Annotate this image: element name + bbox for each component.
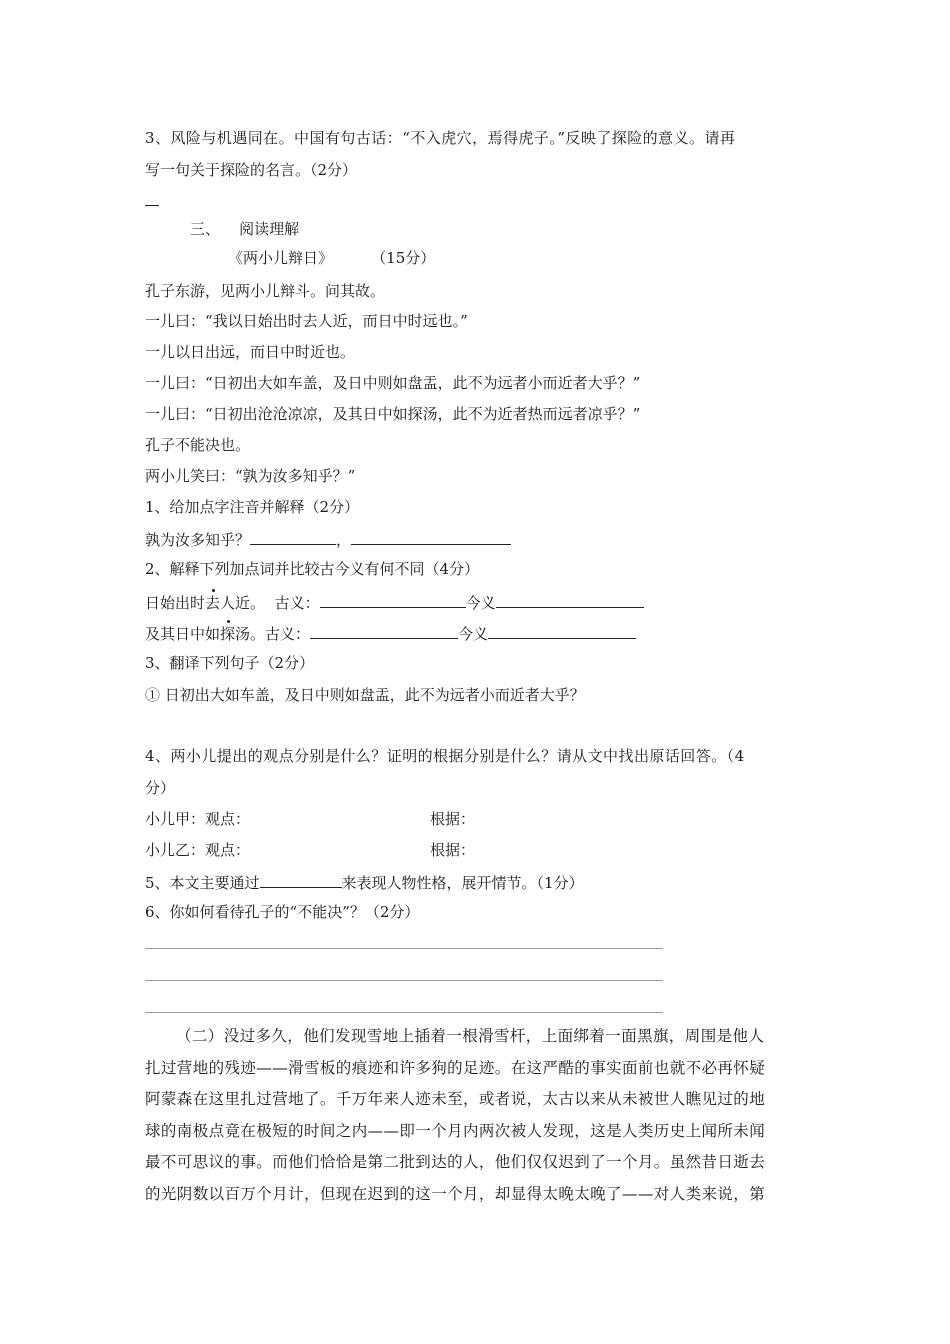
question-4-line-2: 分） bbox=[145, 779, 176, 797]
question-3b-prompt: 3、翻译下列句子（2分） bbox=[145, 654, 315, 672]
child-a-basis-label: 根据： bbox=[430, 810, 476, 828]
paragraph-line: 球的南极点竟在极短的时间之内——即一个月内两次被人发现，这是人类历史上闻所未闻 bbox=[145, 1122, 766, 1140]
paragraph-line: 阿蒙森在这里扎过营地了。千万年来人迹未至，或者说，太古以来从未被世人瞧见过的地 bbox=[145, 1090, 766, 1108]
question-1-prompt: 1、给加点字注音并解释（2分） bbox=[145, 498, 360, 516]
dotted-character: 探 bbox=[220, 625, 236, 643]
passage-line: 两小儿笑曰：“孰为汝多知乎？” bbox=[145, 467, 356, 485]
question-5-post: 来表现人物性格，展开情节。（1分） bbox=[341, 874, 584, 892]
comma: ， bbox=[336, 531, 352, 549]
question-2-item-1 bbox=[145, 591, 644, 613]
item-1-text: 日始出时 bbox=[145, 594, 206, 612]
modern-meaning-label: 今义 bbox=[465, 594, 496, 612]
question-5-pre: 5、本文主要通过 bbox=[145, 874, 260, 892]
question-1-sentence: 孰为汝多知乎？ bbox=[145, 531, 251, 549]
item-2-text: 及其日中如 bbox=[145, 625, 221, 643]
question-1-answer-line bbox=[145, 528, 511, 550]
ancient-meaning-blank[interactable] bbox=[310, 622, 458, 639]
ancient-meaning-blank[interactable] bbox=[320, 591, 466, 608]
answer-rule[interactable] bbox=[145, 948, 663, 949]
child-b-viewpoint-label: 小儿乙：观点： bbox=[145, 841, 251, 859]
answer-rule[interactable] bbox=[145, 1012, 663, 1013]
passage-line: 孔子不能决也。 bbox=[145, 436, 251, 454]
section-title: 三、 阅读理解 bbox=[190, 220, 300, 238]
answer-dash bbox=[145, 205, 159, 206]
dotted-character: 去 bbox=[205, 594, 221, 612]
child-b-basis-label: 根据： bbox=[430, 841, 476, 859]
question-2-prompt: 2、解释下列加点词并比较古今义有何不同（4分） bbox=[145, 560, 480, 578]
passage-line: 一儿以日出远，而日中时近也。 bbox=[145, 343, 356, 361]
child-a-viewpoint-label: 小儿甲：观点： bbox=[145, 810, 251, 828]
answer-rule[interactable] bbox=[145, 980, 663, 981]
paragraph-line: 最不可思议的事。而他们恰恰是第二批到达的人，他们仅仅迟到了一个月。虽然昔日逝去 bbox=[145, 1153, 766, 1171]
question-5-blank[interactable] bbox=[260, 871, 342, 888]
question-4-line-1: 4、两小儿提出的观点分别是什么？证明的根据分别是什么？请从文中找出原话回答。（4 bbox=[145, 747, 745, 765]
question-3b-sentence: ① 日初出大如车盖，及日中则如盘盂，此不为远者小而近者大乎？ bbox=[145, 686, 585, 704]
modern-meaning-blank[interactable] bbox=[488, 622, 636, 639]
paragraph-line: （二）没过多久，他们发现雪地上插着一根滑雪杆，上面绑着一面黑旗，周围是他人 bbox=[176, 1027, 765, 1045]
passage-title: 《两小儿辩日》 （15分） bbox=[228, 249, 436, 267]
pinyin-blank[interactable] bbox=[250, 528, 336, 545]
ancient-meaning-label: 汤。古义： bbox=[235, 625, 311, 643]
passage-line: 一儿曰：“日初出沧沧凉凉，及其日中如探汤，此不为近者热而远者凉乎？” bbox=[145, 405, 641, 423]
passage-line: 孔子东游，见两小儿辩斗。问其故。 bbox=[145, 282, 386, 300]
ancient-meaning-label: 人近。 古义： bbox=[220, 594, 320, 612]
paragraph-line: 的光阴数以百万个月计，但现在迟到的这一个月，却显得太晚太晚了——对人类来说，第 bbox=[145, 1185, 766, 1203]
question-2-item-2 bbox=[145, 622, 636, 644]
question-3-line-1: 3、风险与机遇同在。中国有句古话：“不入虎穴，焉得虎子。”反映了探险的意义。请再 bbox=[145, 129, 736, 147]
passage-line: 一儿曰：“日初出大如车盖，及日中则如盘盂，此不为远者小而近者大乎？” bbox=[145, 374, 641, 392]
question-6-prompt: 6、你如何看待孔子的“不能决”？（2分） bbox=[145, 903, 420, 921]
passage-line: 一儿曰：“我以日始出时去人近，而日中时远也。” bbox=[145, 312, 468, 330]
question-5-line bbox=[145, 871, 584, 893]
modern-meaning-blank[interactable] bbox=[496, 591, 644, 608]
paragraph-line: 扎过营地的残迹——滑雪板的痕迹和许多狗的足迹。在这严酷的事实面前也就不必再怀疑 bbox=[145, 1059, 766, 1077]
meaning-blank[interactable] bbox=[351, 528, 511, 545]
modern-meaning-label: 今义 bbox=[458, 625, 489, 643]
question-3-line-2: 写一句关于探险的名言。（2分） bbox=[145, 161, 358, 179]
